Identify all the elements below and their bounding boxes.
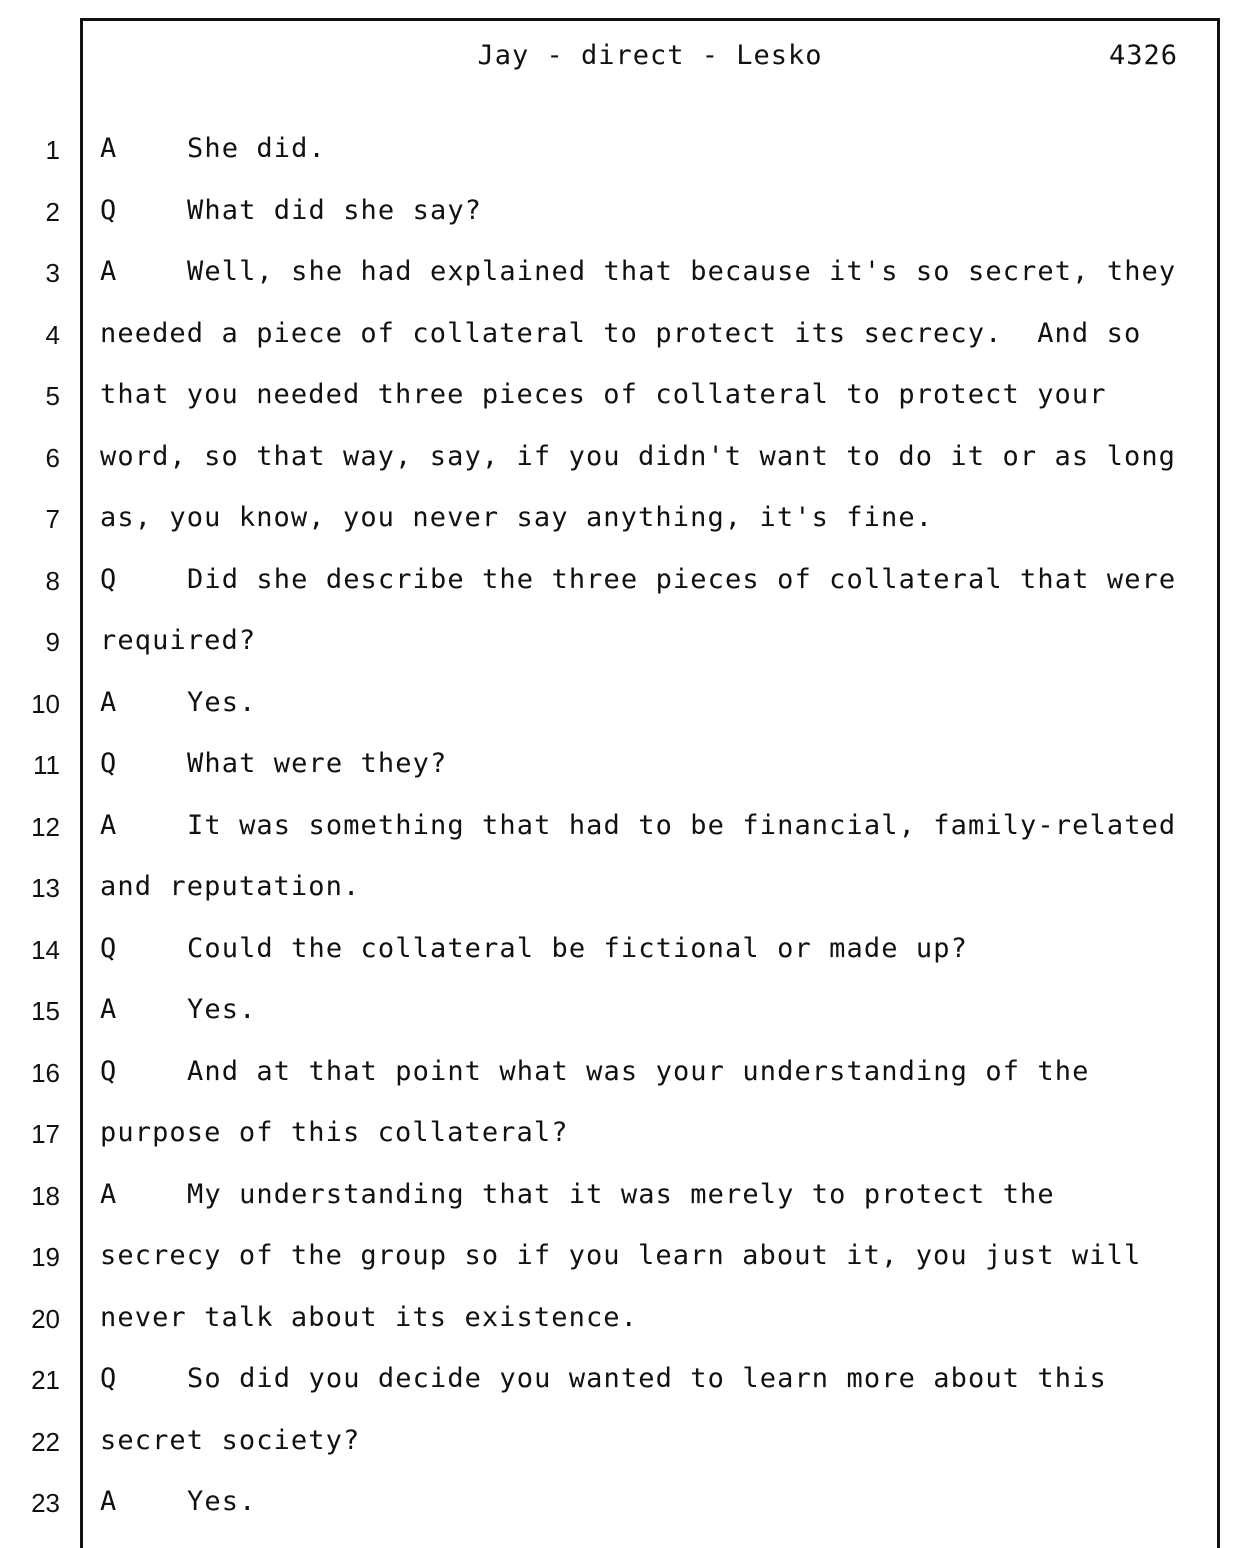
line-text: So did you decide you wanted to learn more about this xyxy=(187,1363,1107,1394)
transcript-line xyxy=(0,1484,1260,1524)
line-number: 1 xyxy=(45,135,60,165)
line-text: secret society? xyxy=(100,1424,361,1456)
line-text: purpose of this collateral? xyxy=(100,1117,569,1148)
line-text: She did. xyxy=(187,133,326,164)
line-text: Yes. xyxy=(187,686,257,718)
transcript-line xyxy=(0,1238,1260,1278)
transcript-line xyxy=(0,439,1260,479)
transcript-line xyxy=(0,377,1260,417)
line-text: Well, she had explained that because it's so secret, they xyxy=(187,256,1177,287)
line-number: 15 xyxy=(31,996,60,1026)
page-header-title: Jay - direct - Lesko xyxy=(477,40,823,71)
speaker-label: A xyxy=(100,133,118,164)
line-text: and reputation. xyxy=(100,871,361,902)
transcript-line xyxy=(0,931,1260,971)
speaker-label: Q xyxy=(100,194,118,226)
line-text: It was something that had to be financial, family-related xyxy=(187,809,1177,841)
transcript-line xyxy=(0,193,1260,233)
line-number: 22 xyxy=(31,1426,60,1457)
transcript-line xyxy=(0,131,1260,171)
speaker-label: A xyxy=(100,256,118,287)
speaker-label: A xyxy=(100,809,118,841)
line-text: Yes. xyxy=(187,1486,257,1517)
transcript-line xyxy=(0,746,1260,786)
line-number: 8 xyxy=(45,565,60,596)
speaker-label: Q xyxy=(100,563,118,595)
line-text: Yes. xyxy=(187,994,257,1025)
speaker-label: A xyxy=(100,1178,118,1210)
speaker-label: Q xyxy=(100,1055,118,1087)
line-number: 13 xyxy=(31,873,60,903)
line-number: 5 xyxy=(45,381,60,411)
line-text: My understanding that it was merely to protect the xyxy=(187,1178,1055,1210)
transcript-line xyxy=(0,500,1260,540)
speaker-label: A xyxy=(100,1486,118,1517)
line-number: 4 xyxy=(45,319,60,350)
speaker-label: Q xyxy=(100,932,118,964)
line-text: required? xyxy=(100,625,257,656)
line-number: 12 xyxy=(31,811,60,842)
page-number: 4326 xyxy=(1108,40,1178,71)
line-text: word, so that way, say, if you didn't want to do it or as long xyxy=(100,440,1177,472)
line-number: 10 xyxy=(31,688,60,719)
line-text: Did she describe the three pieces of collateral that were xyxy=(187,563,1177,595)
line-text: that you needed three pieces of collateral to protect your xyxy=(100,379,1107,410)
line-text: needed a piece of collateral to protect its secrecy. And so xyxy=(100,317,1142,349)
line-number: 23 xyxy=(31,1488,60,1518)
line-text: as, you know, you never say anything, it's fine. xyxy=(100,502,934,533)
transcript-line xyxy=(0,1300,1260,1340)
transcript-line xyxy=(0,254,1260,294)
line-number: 17 xyxy=(31,1119,60,1149)
transcript-line xyxy=(0,1423,1260,1463)
transcript-line xyxy=(0,808,1260,848)
transcript-line xyxy=(0,1115,1260,1155)
line-number: 3 xyxy=(45,258,60,288)
transcript-line xyxy=(0,316,1260,356)
transcript-line xyxy=(0,623,1260,663)
speaker-label: A xyxy=(100,994,118,1025)
line-number: 20 xyxy=(31,1303,60,1334)
line-text: What were they? xyxy=(187,748,448,779)
line-number: 21 xyxy=(31,1365,60,1395)
line-text: never talk about its existence. xyxy=(100,1301,639,1333)
line-text: Could the collateral be fictional or made up? xyxy=(187,932,968,964)
line-number: 16 xyxy=(31,1057,60,1088)
line-number: 7 xyxy=(45,504,60,534)
transcript-line xyxy=(0,1361,1260,1401)
speaker-label: Q xyxy=(100,1363,118,1394)
line-text: And at that point what was your understanding of the xyxy=(187,1055,1090,1087)
line-number: 19 xyxy=(31,1242,60,1272)
line-number: 11 xyxy=(33,750,60,780)
line-text: What did she say? xyxy=(187,194,483,226)
transcript-line xyxy=(0,869,1260,909)
transcript-line xyxy=(0,992,1260,1032)
speaker-label: A xyxy=(100,686,118,718)
line-number: 14 xyxy=(31,934,60,965)
transcript-line xyxy=(0,685,1260,725)
line-number: 9 xyxy=(45,627,60,657)
line-text: secrecy of the group so if you learn about it, you just will xyxy=(100,1240,1142,1271)
line-number: 6 xyxy=(45,442,60,473)
transcript-line xyxy=(0,1054,1260,1094)
transcript-line xyxy=(0,1177,1260,1217)
line-number: 2 xyxy=(45,196,60,227)
line-number: 18 xyxy=(31,1180,60,1211)
transcript-line xyxy=(0,562,1260,602)
speaker-label: Q xyxy=(100,748,118,779)
